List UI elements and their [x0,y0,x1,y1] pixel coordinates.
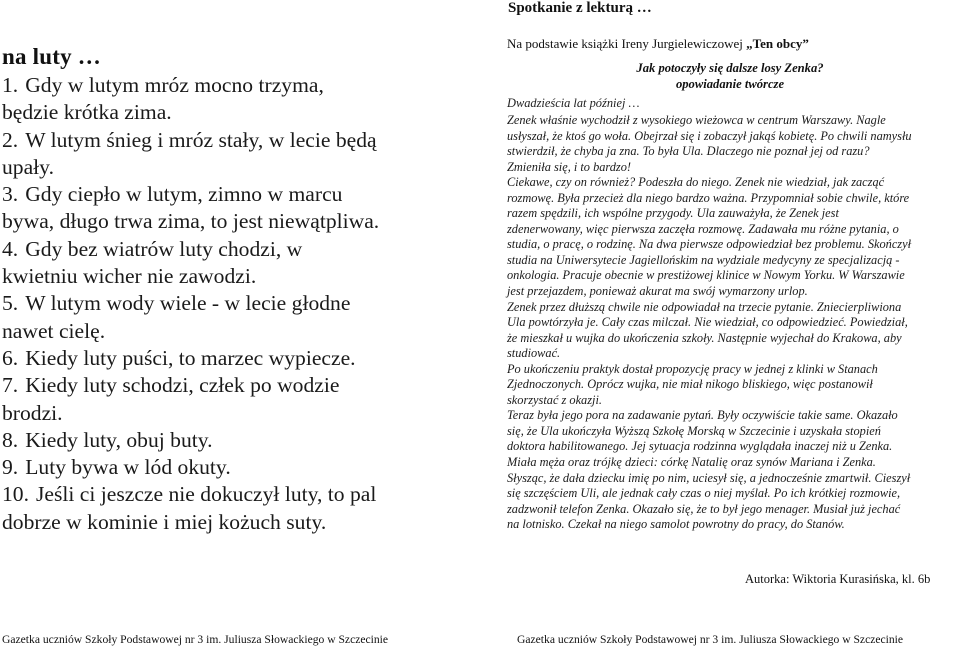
story-line: Miała męża oraz trójkę dzieci: córkę Natalię oraz synów Mariana i Zenka. [507,455,876,470]
proverb-line [2,208,472,235]
source-prefix: Na podstawie książki Ireny Jurgielewiczowej [507,36,747,51]
proverb-line [2,454,472,481]
proverb-line [2,263,472,290]
story-line: że mieszkał u wujka do ukończenia szkoły. Następnie wyjechał do Krakowa, aby [507,330,902,345]
proverb-text: kwietniu wicher nie zawodzi. [2,264,257,289]
story-line: Zenek właśnie wychodził z wysokiego wieżowca w centrum Warszawy. Nagle [507,113,886,127]
proverb-text: brodzi. [2,400,63,425]
proverb-text: Gdy w lutym mróz mocno trzyma, [25,73,324,97]
proverb-text: będzie krótka zima. [2,100,172,125]
footer-left: Gazetka uczniów Szkoły Podstawowej nr 3 im. Juliusza Słowackiego w Szczecinie [2,633,389,646]
footer-right: Gazetka uczniów Szkoły Podstawowej nr 3 im. Juliusza Słowackiego w Szczecinie [517,633,904,646]
proverb-line [2,127,472,154]
story-line: Ula powtórzyła je. Cały czas milczał. Nie wiedział, co odpowiedzieć. Powiedział, [507,315,908,330]
proverb-number: 4. [2,236,19,261]
story-line: zdenerwowany, więc pierwsza zaczęła rozmowę. Zadawała mu różne pytania, o [507,221,899,236]
author-credit: Autorka: Wiktoria Kurasińska, kl. 6b [745,572,931,586]
proverb-line [2,99,472,126]
story-line: studiować. [507,346,561,361]
story-line: Słysząc, że dała dziecku imię po nim, uciesył się, a jednocześnie zmartwił. Cieszył [507,470,911,485]
proverb-line [2,290,472,317]
story-question: Jak potoczyły się dalsze losy Zenka? [636,61,824,75]
story-intro: Dwadzieścia lat później … [507,96,640,110]
proverb-line [2,372,472,399]
story-line: jest przejazdem, ponieważ akurat ma swój wymarzony urlop. [507,284,808,299]
proverb-number: 2. [2,127,19,152]
proverb-text: bywa, długo trwa zima, to jest niewątpliwa. [2,209,380,234]
story-line: razem spędzili, ich wspólne przygody. Ula zauważyła, że Zenek jest [507,206,839,221]
proverb-line [2,345,472,372]
proverb-line [2,481,472,508]
proverb-number: 3. [2,182,19,207]
proverb-text: Gdy bez wiatrów luty chodzi, w [25,236,303,261]
proverb-line [2,236,472,263]
proverb-text: Kiedy luty, obuj buty. [25,427,213,452]
proverb-text: Jeśli ci jeszcze nie dokuczył luty, to pal [36,482,377,507]
story-line: doktora habilitowanego. Jej sytuacja rodzinna wyglądała inaczej niż u Zenka. [507,439,893,454]
story-line: Zmieniła się, i to bardzo! [507,159,632,174]
story-line: Teraz była jego pora na zadawanie pytań. Były oczywiście takie same. Okazało [507,408,898,423]
proverb-number: 7. [2,373,19,398]
story-body [507,113,957,533]
proverb-text: Kiedy luty schodzi, człek po wodzie [25,373,340,398]
proverb-number: 8. [2,427,19,452]
proverb-text: Gdy ciepło w lutym, zimno w marcu [25,182,343,207]
proverb-text: nawet cielę. [2,318,106,343]
proverb-line [2,181,472,208]
proverb-number: 1. [2,73,19,97]
proverb-line [2,427,472,454]
proverbs-heading: na luty … [2,44,101,69]
story-line: studia, o pracę, o rodzinę. Na dwa pierwsze odpowiedział bez problemu. Skończył [507,237,912,252]
proverb-text: Kiedy luty puści, to marzec wypiecze. [25,345,356,370]
proverb-number: 9. [2,455,19,480]
story-line: Zenek przez dłuższą chwile nie odpowiadał na trzecie pytanie. Zniecierpliwiona [507,299,902,314]
story-line: usłyszał, że ktoś go woła. Obejrzał się i zobaczył jakąś kobietę. Po chwili namysłu [507,128,912,143]
proverb-line [2,400,472,427]
section-header: Spotkanie z lekturą … [508,0,652,16]
story-line: onkologia. Pracuje obecnie w prestiżowej klinice w Nowym Yorku. W Warszawie [507,268,905,283]
story-line: rozmowę. Była przecież dla niego bardzo ważna. Przypomniał sobie chwile, które [507,190,910,205]
proverb-number: 10. [2,482,29,507]
proverb-number: 6. [2,345,19,370]
proverb-text: Luty bywa w lód okuty. [25,455,231,480]
story-line: zadzwonił telefon Zenka. Okazało się, że to był jego menager. Musiał już jechać [507,501,901,516]
story-line: studia na Uniwersytecie Jagiellońskim na wydziale medycyny ze specjalizacją - [507,252,900,267]
story-line: Po ukończeniu praktyk dostał propozycję pracy w jednej z klinki w Stanach [507,361,878,376]
source-note [507,36,809,52]
story-line: stwierdził, że chyba ja zna. To była Ula. Dlaczego nie poznał jej od razu? [507,144,870,159]
proverb-line [2,509,472,536]
story-line: Ciekawe, czy on również? Podeszła do niego. Zenek nie wiedział, jak zacząć [507,175,885,190]
proverb-text: dobrze w kominie i miej kożuch suty. [2,509,327,534]
proverb-line [2,72,472,99]
story-line: Zjednoczonych. Oprócz wujka, nie miał nikogo bliskiego, więc postanowił [507,377,873,392]
proverbs-list [2,72,472,536]
story-line: się szczęściem Uli, ale jednak cały czas o niej myślał. Po ich krótkiej rozmowie, [507,486,901,501]
proverb-number: 5. [2,291,19,316]
story-type: opowiadanie twórcze [675,77,785,91]
proverb-text: W lutym śnieg i mróz stały, w lecie będą [25,127,377,152]
story-line: na lotnisko. Czekał na niego samolot powrotny do pracy, do Stanów. [507,517,845,532]
proverb-line [2,318,472,345]
proverb-text: W lutym wody wiele - w lecie głodne [25,291,351,316]
source-book-title: „Ten obcy” [746,36,809,51]
story-line: się, że Ula ukończyła Wyższą Szkołę Morską w Szczecinie i uzyskała stopień [507,423,881,438]
proverb-line [2,154,472,181]
proverb-text: upały. [2,154,54,179]
story-line: skorzystać z okazji. [507,392,602,407]
